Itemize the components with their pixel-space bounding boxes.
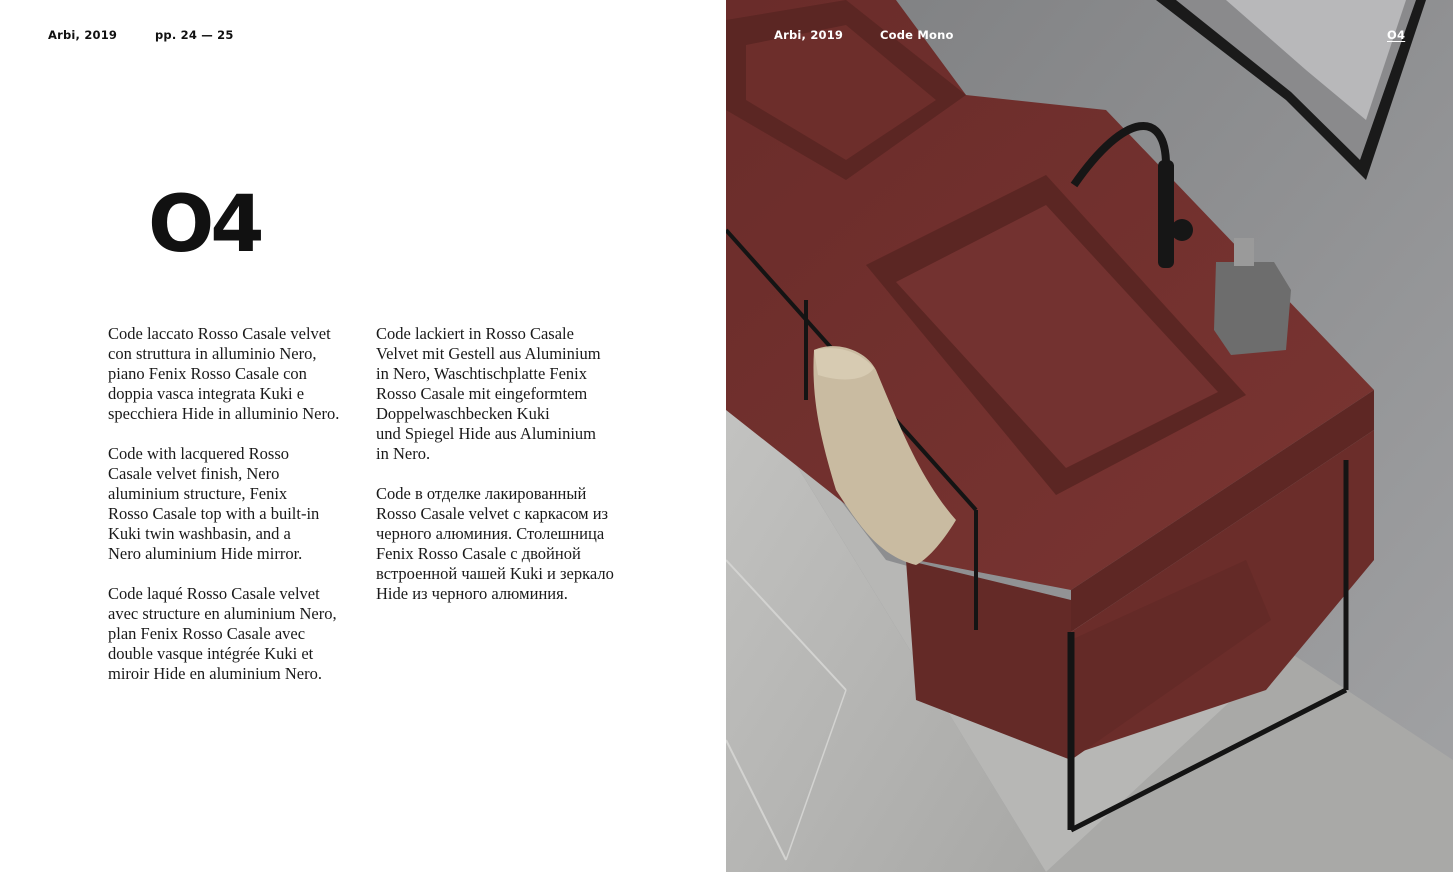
header-collection-name: Code Mono [880,28,954,42]
section-number: O4 [148,180,261,270]
section-nav-link[interactable]: O4 [1387,28,1406,42]
right-page [726,0,1453,872]
paragraph-french: Code laqué Rosso Casale velvet avec structure en aluminium Nero, plan Fenix Rosso Casale avec double vasque intégrée Kuki et miroir Hide en aluminium Nero. [108,584,337,683]
bathroom-vanity-photo [726,0,1453,872]
left-page [0,0,726,872]
header-page-range: pp. 24 — 25 [155,28,234,42]
paragraph-english: Code with lacquered Rosso Casale velvet finish, Nero aluminium structure, Fenix Rosso Casale top with a built-in Kuki twin washbasin, and a Nero aluminium Hide mirror. [108,444,320,563]
text-column-right [376,324,636,624]
text-column-left [108,324,368,704]
paragraph-italian: Code laccato Rosso Casale velvet con struttura in alluminio Nero, piano Fenix Rosso Casale con doppia vasca integrata Kuki e specchiera Hide in alluminio Nero. [108,324,340,423]
header-brand-year: Arbi, 2019 [48,28,118,42]
paragraph-russian: Code в отделке лакированный Rosso Casale velvet с каркасом из черного алюминия. Столешница Fenix Rosso Casale с двойной встроенной чашей Kuki и зеркало Hide из черного алюминия. [376,484,614,603]
header-brand-year-right: Arbi, 2019 [774,28,844,42]
paragraph-german: Code lackiert in Rosso Casale Velvet mit Gestell aus Aluminium in Nero, Waschtischplatte Fenix Rosso Casale mit eingeformtem Doppelwaschbecken Kuki und Spiegel Hide aus Aluminium in Nero. [376,324,601,463]
